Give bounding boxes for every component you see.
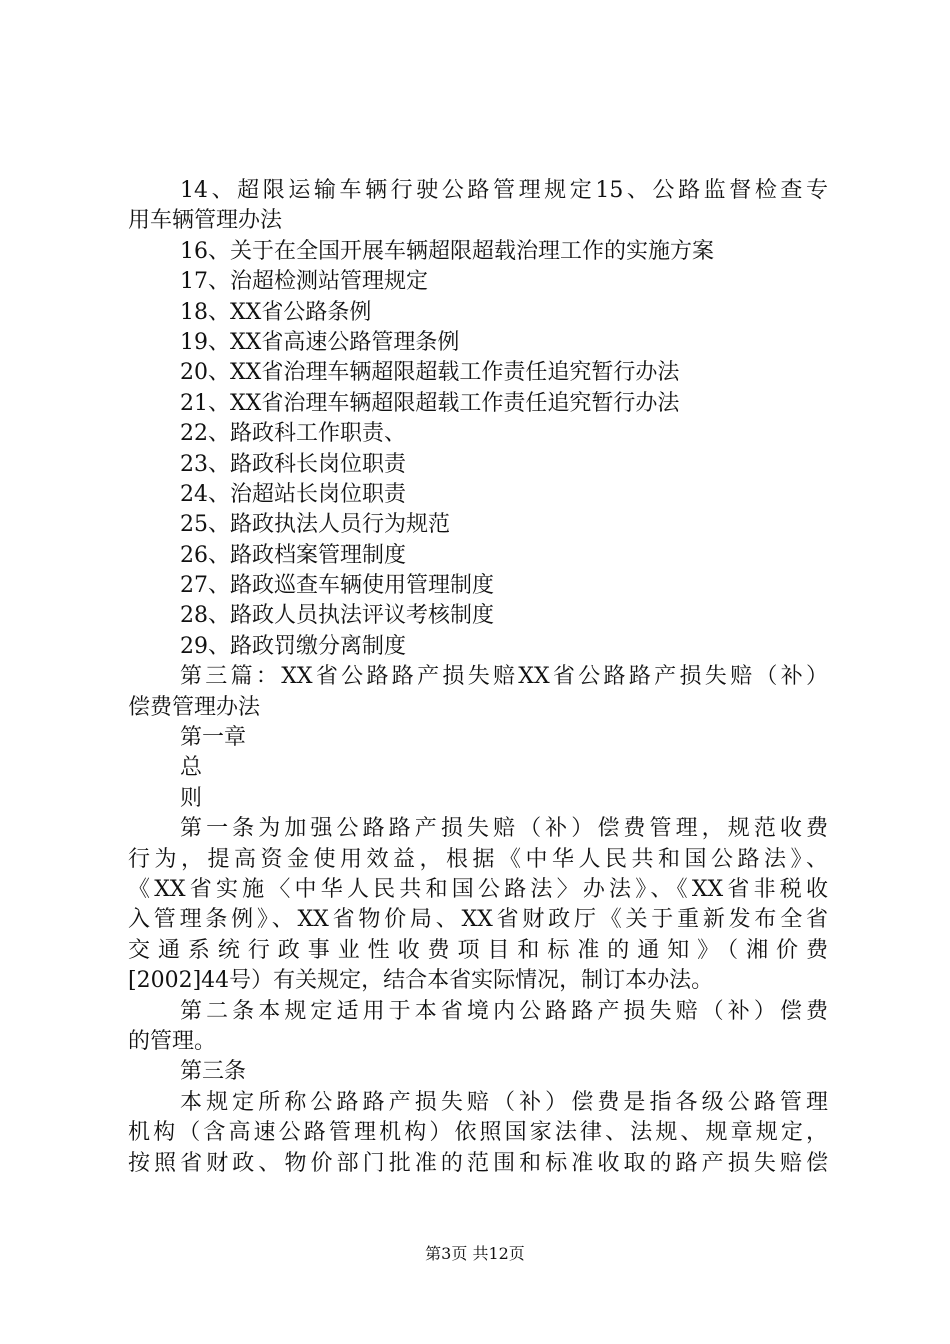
text-line: 偿费管理办法 [128, 694, 261, 720]
text-line: 第三条 [180, 1059, 247, 1085]
text-line: 交通系统行政事业性收费项目和标准的通知》（湘价费 [128, 937, 828, 963]
text-line: 14、超限运输车辆行驶公路管理规定15、公路监督检查专 [180, 178, 828, 203]
text-line: 17、治超检测站管理规定 [180, 269, 428, 295]
text-line: 27、路政巡查车辆使用管理制度 [180, 573, 494, 599]
text-line: 16、关于在全国开展车辆超限超载治理工作的实施方案 [180, 238, 714, 264]
text-line: 第一条为加强公路路产损失赔（补）偿费管理，规范收费 [180, 816, 828, 842]
text-line: 28、路政人员执法评议考核制度 [180, 603, 494, 629]
text-line: 的管理。 [128, 1028, 217, 1054]
text-line: 23、路政科长岗位职责 [180, 451, 406, 477]
text-line: 第二条本规定适用于本省境内公路路产损失赔（补）偿费 [180, 998, 828, 1024]
text-line: 入管理条例》、XX省物价局、XX省财政厅《关于重新发布全省 [128, 907, 828, 933]
text-line: 第一章 [180, 725, 247, 751]
text-line: 19、XX省高速公路管理条例 [180, 329, 460, 355]
text-line: 25、路政执法人员行为规范 [180, 512, 450, 538]
text-line: 本规定所称公路路产损失赔（补）偿费是指各级公路管理 [180, 1089, 828, 1115]
text-line: 24、治超站长岗位职责 [180, 481, 406, 507]
document-body [128, 176, 828, 1179]
text-line: [2002]44号）有关规定，结合本省实际情况，制订本办法。 [128, 968, 714, 994]
text-line: 第三篇：XX省公路路产损失赔XX省公路路产损失赔（补） [180, 664, 828, 690]
text-line: 20、XX省治理车辆超限超载工作责任追究暂行办法 [180, 360, 680, 386]
text-line: 总 [180, 755, 203, 781]
text-line: 机构（含高速公路管理机构）依照国家法律、法规、规章规定， [128, 1120, 828, 1146]
text-line: 行为，提高资金使用效益，根据《中华人民共和国公路法》、 [128, 846, 828, 872]
text-line: 《XX省实施〈中华人民共和国公路法〉办法》、《XX省非税收 [128, 876, 828, 902]
text-line: 29、路政罚缴分离制度 [180, 633, 406, 659]
page-footer: 第3页 共12页 [425, 1244, 525, 1263]
text-line: 21、XX省治理车辆超限超载工作责任追究暂行办法 [180, 390, 680, 416]
text-line: 用车辆管理办法 [128, 208, 283, 234]
text-line: 按照省财政、物价部门批准的范围和标准收取的路产损失赔偿 [128, 1150, 828, 1176]
text-line: 26、路政档案管理制度 [180, 542, 406, 568]
text-line: 则 [180, 785, 203, 811]
text-line: 22、路政科工作职责、 [180, 421, 406, 447]
text-line: 18、XX省公路条例 [180, 299, 372, 325]
